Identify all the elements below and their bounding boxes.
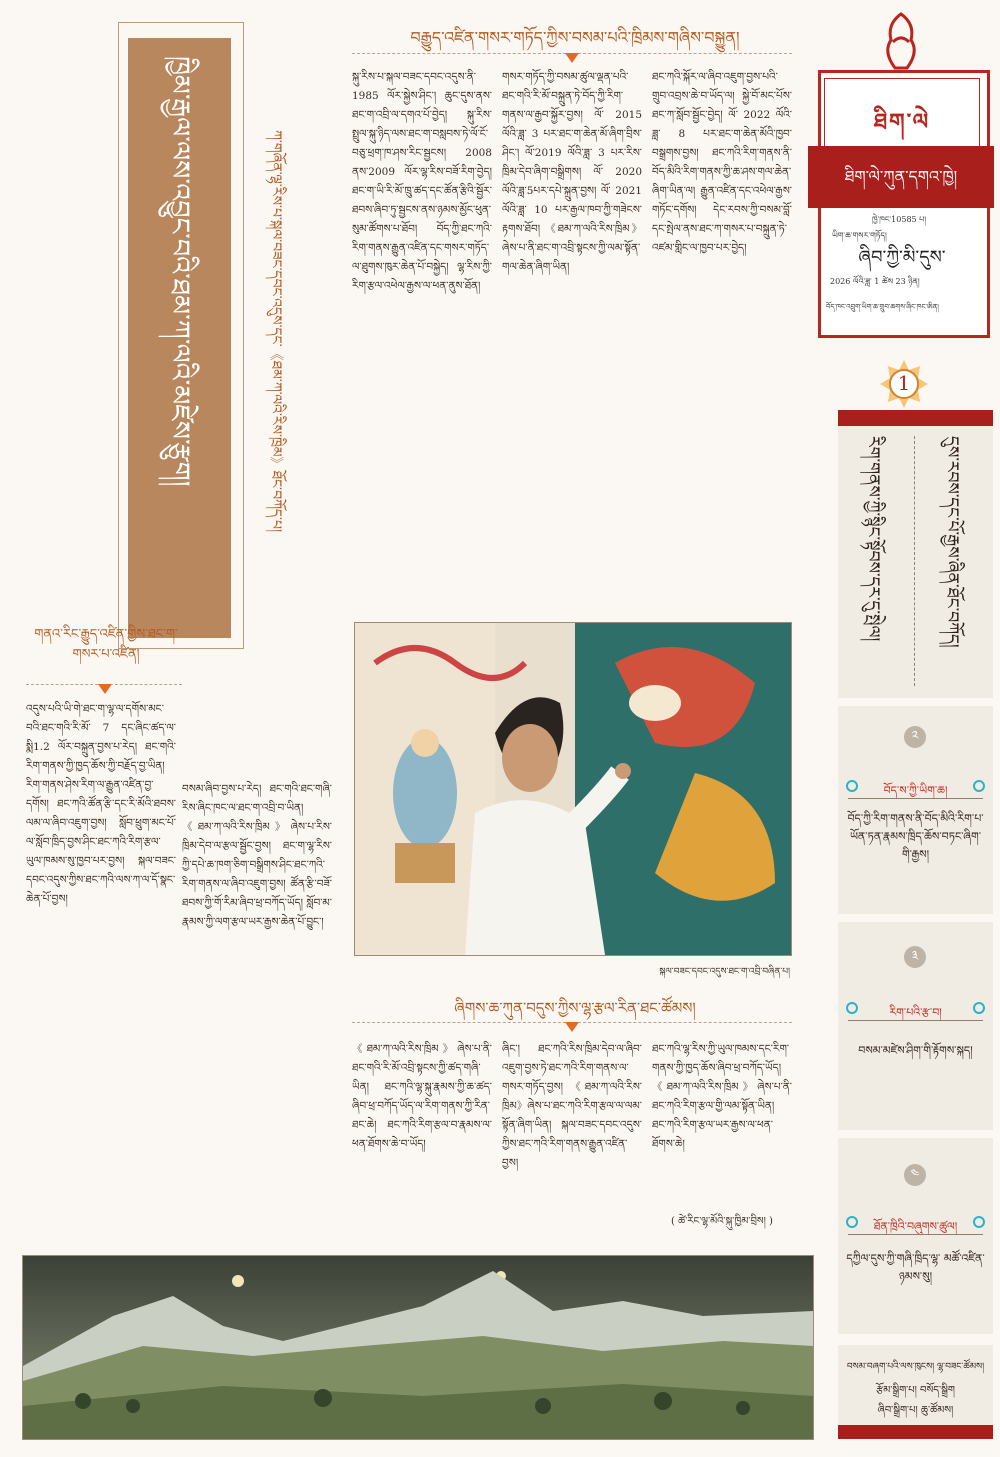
divider	[848, 1020, 983, 1021]
masthead-title: ཐིག་ལེ་ཀུན་དགའ་ཁྱེ།	[844, 167, 958, 186]
column-text: འདུས་པའི་ཡི་གེ་ཐང་ག་ལྷ་ལ་དགོས་མང་བའི་ཐང་གའི་རི་མོ་ 7 དང་ཞིང་ཚད་ལ་སྨི1.2 ལོར་བསྐྲུན་བྱས་པ་རེད། ཐང་གའི་རིག་གནས་ཀྱི་ཁྱད་ཆོས་ཀྱི་བརྗོད་བྱ་ཡིན། རིག་གནས་ཤེས་རིག་ལ་རྒྱུན་འཛིན་བྱ་དགོས། ཐང་ཀའི་ཚོན་རྩི་དང་རི་མོའི་ཐབས་ལམ་ལ་ཞིབ་འཇུག་བྱས། སློབ་ཕྲུག་མང་པོ་ལ་སློབ་ཁྲིད་བྱས་ཤིང་ཐང་ཀའི་རིག་རྩལ་ཡུལ་ཁམས་སུ་ཁྱབ་པར་བྱས། སྐལ་བཟང་དབང་འདུས་ཀྱིས་ཐང་ཀའི་ལས་ཀ་ལ་དོ་སྣང་ཆེན་པོ་བྱས།	[26, 703, 176, 905]
dot-icon	[973, 1216, 985, 1228]
column-text: ཐང་ཀའི་སྐོར་ལ་ཞིབ་འཇུག་བྱས་པའི་གྲུབ་འབྲས་ཆེ་བ་ཡོད་ལ། སྐྱེ་བོ་མང་པོས་ཐང་ཀ་སློབ་སྦྱོང་བྱེད། ལོ་ 2022 ལོའི་ཟླ་ 8 པར་ཐང་ག་ཆེན་མོའི་ཁྱབ་བསྒྲགས་བྱས། ཐང་ཀའི་རིག་གནས་ནི་བོད་མིའི་རིག་གནས་ཀྱི་ཆ་ཤས་གལ་ཆེན་ཞིག་ཡིན་ལ། རྒྱུན་འཛིན་དང་འཕེལ་རྒྱས་གཏོང་དགོས། དེང་རབས་ཀྱི་བསམ་བློ་དང་སྤེལ་ནས་ཐང་ཀ་གསར་པ་བསྐྲུན་ཏེ་འཛམ་གླིང་ལ་ཁྱབ་པར་བྱེད།	[652, 71, 792, 254]
photo-illustration	[355, 623, 791, 955]
masthead-title-band	[808, 146, 994, 208]
column-text: བསམ་ཞིབ་བྱས་པ་རེད། ཐང་གའི་ཐང་གཞི་རིས་ཞིང་ཁང་ལ་ཐང་ག་འབྲི་བ་ཡིན། 《ཐམ་ཀ་ལའི་རིས་ཁྲིམ》ཞེས་པ་རིས་ཁྲིམ་དེབ་ལ་རྩལ་སྦྱོང་བྱས། ཐང་ག་ལྷ་རིས་ཀྱི་དཔེ་ཆ་ཁག་ཅིག་བསྒྲིགས་ཤིང་ཐང་ཀའི་རིག་གནས་ལ་ཞིབ་འཇུག་བྱས། ཚོན་རྩི་བཟོ་ཐབས་ཀྱི་གོ་རིམ་ཞིབ་ཕྲ་བཀོད་ཡོད། སློབ་མ་རྣམས་ཀྱི་ལག་རྩལ་ཡར་རྒྱས་ཆེན་པོ་བྱུང་།	[182, 783, 332, 928]
column-text: ཞིང་། ཐང་ཀའི་རིས་ཁྲིམ་དེབ་ལ་ཞིབ་འཇུག་བྱས་ཏེ་ཐང་ཀའི་རིག་གནས་ལ་གསར་གཏོད་བྱས། 《ཐམ་ཀ་ལའི་རིས་ཁྲིམ》ཞེས་པ་ཐང་ཀའི་རིག་རྩལ་ལ་ལམ་སྟོན་ཞིག་ཡིན། སྐལ་བཟང་དབང་འདུས་ཀྱིས་ཐང་ཀའི་རིག་གནས་རྒྱུན་འཛིན་བྱས།	[502, 1043, 642, 1169]
triangle-marker-icon	[565, 1022, 579, 1032]
publisher: ཞིབ་ཀྱི་མི་དུས་	[858, 247, 946, 268]
section-bottom-heading: ཞིགས་ཆ་ཀུན་བདུས་ཀྱིས་ལྷ་རྩལ་རིན་ཐང་ཚོམས།	[454, 999, 696, 1017]
triangle-marker-icon	[565, 53, 579, 63]
toc-number: ༢	[904, 726, 926, 748]
divider	[848, 1234, 983, 1235]
staff-box	[838, 1345, 993, 1425]
emblem-icon	[881, 12, 921, 72]
feature-title: ཁྱིམ་རྒྱལ་ལས་འབྱུང་བའི་ཐམ་ཀ་ལའི་མཛེས་རྩུག།	[164, 56, 195, 487]
toc-text: བོད་ཀྱི་རིག་གནས་ནི་བོད་མིའི་རིག་པ་ཡོན་ཏན་རྣམས་ཁྲིད་ཆོས་བཏང་ཞིག་གི་རྒྱས།	[847, 812, 984, 861]
issue-number: ཁྱེ་ཁང་10585 པ།	[872, 215, 927, 224]
column-text: ཐང་ཀའི་ལྷ་རིས་ཀྱི་ཡུལ་ཁམས་དང་རིག་གནས་ཀྱི་ཁྱད་ཆོས་ཞིབ་ཕྲ་བཀོད་ཡོད། 《ཐམ་ཀ་ལའི་རིས་ཁྲིམ》ཞེས་པ་ནི་ཐང་ཀའི་རིག་རྩལ་གྱི་ལམ་སྟོན་ཡིན། ཐང་ཀའི་རིག་རྩལ་ཡར་རྒྱས་ལ་ཕན་ཐོགས་ཆེ།	[652, 1043, 792, 1150]
column-text: སྐུ་རིས་པ་སྐལ་བཟང་དབང་འདུས་ནི་1985 ལོར་སྐྱེས་ཤིང་། ཆུང་དུས་ནས་ཐང་ག་འབྲི་ལ་དགའ་པོ་བྱེད། སྐུ་རིས་སྤྲུལ་སྐུ་ཉིད་ལས་ཐང་ག་བསླབས་ཏེ་ལོ་ངོ་བཅུ་ཕྲག་ཁ་ཤས་རིང་སྦྱངས། 2008 ནས་2009 ལོར་ལྷ་རིས་བཟོ་རིག་བྱེད། ཐང་ག་ཡི་རི་མོ་ཁྲུ་ཚད་དང་ཚོན་རྩིའི་སྦྱོར་ཐབས་ཞིབ་ཏུ་སྦྱངས་ནས་ཉམས་མྱོང་ཕུན་སུམ་ཚོགས་པ་ཐོབ། བོད་ཀྱི་ཐང་ཀའི་རིག་གནས་རྒྱུན་འཛིན་དང་གསར་གཏོད་ལ་ཐུགས་ཁུར་ཆེན་པོ་བསྐྱེད། ལྷ་རིས་ཀྱི་རིག་རྩལ་འཕེལ་རྒྱས་ལ་ཕན་ནུས་ཐོན།	[352, 71, 492, 292]
toc-item[interactable]	[838, 922, 993, 1130]
toc-heading: ཐོན་ཁྲིའི་བཞུགས་ཚུལ།	[873, 1220, 958, 1233]
triangle-marker-icon	[98, 684, 112, 694]
masthead	[812, 12, 990, 332]
artist-painting-photo	[354, 622, 792, 956]
staff-line: བསམ་བཞག་པའི་ལས་ཁུངས། ལྷ་བཟང་ཚོམས།	[846, 1362, 985, 1372]
toc-item[interactable]	[838, 706, 993, 914]
sidebar-band	[838, 1425, 993, 1439]
byline: ( ཚེ་རིང་ལྷ་མོའི་སྐུ་ཁྱིམ་བྲིས། )	[671, 1216, 773, 1227]
masthead-small: ཡིག་ཆ་གསར་གཏོད།	[832, 231, 887, 240]
page-number-badge	[878, 358, 930, 410]
dot-icon	[846, 1216, 858, 1228]
photo-caption: སྐལ་བཟང་དབང་འདུས་ཐང་ག་འབྲི་བཞིན་པ།	[659, 967, 790, 977]
feature-vertical-subtitle: ཀ་གཞོན་ལྷ་རིས་པ་སྐལ་བཟང་དབང་འདུས་དང་《ཐམ་ཀ་ལའི་རིས་ཁྲིམ》ཐོང་བཀོད་པ།	[268, 130, 284, 533]
toc-text: དཀྱིལ་དུས་ཀྱི་གཞི་ཁྲིད་ལྷ་ མཚོ་འཛིན་ཉམས་སུ།	[846, 1252, 985, 1283]
section-left-heading: གནའ་རིང་རྒྱུད་འཛིན་གྱིས་ཐང་ག་གསར་པ་འཛིན།	[34, 627, 178, 662]
toc-item[interactable]	[838, 1138, 993, 1334]
dot-icon	[846, 1002, 858, 1014]
toc-number: ༣	[904, 946, 926, 968]
divider	[848, 798, 983, 799]
masthead-stamp-icon: ཐིག་ལེ	[824, 78, 980, 150]
staff-line: ཞིབ་སྒྲིག་པ། ཆུ་ཚོམས།	[877, 1405, 954, 1416]
sidebar-intro	[838, 426, 993, 698]
sidebar-band	[838, 410, 993, 426]
landscape-illustration	[23, 1256, 813, 1439]
toc-heading: རིག་པའི་རྩ་བ།	[889, 1006, 942, 1019]
top-headline: བརྒྱུད་འཛིན་གསར་གཏོད་ཀྱིས་བསམ་པའི་ཁྲིམས་གཞིས་བསྐྱུན།	[410, 28, 740, 47]
toc-number: ༤	[904, 1164, 926, 1186]
toc-text: བསམ་མཛེས་ཤིག་གི་རྟོགས་སྐད།	[858, 1044, 973, 1057]
page-number: 1	[897, 371, 911, 395]
toc-heading: བོད་ས་ཀྱི་ཡིག་ཆ།	[883, 784, 948, 797]
sidebar-vertical-line: དུས་རབས་དང་པོ་རྒྱས་ཞིན་ཐོང་བཀོད།	[942, 436, 962, 648]
feature-title-box	[128, 38, 231, 638]
dot-icon	[973, 1002, 985, 1014]
column-text: 《ཐམ་ཀ་ལའི་རིས་ཁྲིམ》ཞེས་པ་ནི་ཐང་གའི་རི་མོ་འབྲི་སྟངས་ཀྱི་ཚད་གཞི་ཡིན། ཐང་ཀའི་ལྷ་སྐུ་རྣམས་ཀྱི་ཆ་ཚད་ཞིབ་ཕྲ་བཀོད་ཡོད་ལ་རིག་གནས་ཀྱི་རིན་ཐང་ཆེ། ཐང་ཀའི་རིག་རྩལ་བ་རྣམས་ལ་ཕན་ཐོགས་ཆེ་བ་ཡོད།	[352, 1043, 492, 1150]
column-text: གསར་གཏོད་ཀྱི་བསམ་ཚུལ་ལྡན་པའི་ཐང་གའི་རི་མོ་བསྐྲུན་ཏེ་བོད་ཀྱི་རིག་གནས་ལ་རྒྱབ་སྐྱོར་བྱས། ལོ་ 2015 ལོའི་ཟླ་ 3 པར་ཐང་ག་ཆེན་མོ་ཞིག་བྲིས་ཤིང་། ལོ་2019 ལོའི་ཟླ་ 3 པར་རིས་ཁྲིམ་དེབ་ཞིག་བསྒྲིགས། ལོ་ 2020 ལོའི་ཟླ་5པར་དཔེ་སྐྲུན་བྱས། ལོ་ 2021 ལོའི་ཟླ་ 10 པར་རྒྱལ་ཁབ་ཀྱི་གཟེངས་རྟགས་ཐོབ། 《ཐམ་ཀ་ལའི་རིས་ཁྲིམ》ཞེས་པ་ནི་ཐང་ག་འབྲི་སྟངས་ཀྱི་ལམ་སྟོན་གལ་ཆེན་ཞིག་ཡིན།	[502, 71, 642, 273]
dot-icon	[973, 780, 985, 792]
sidebar-vertical-line: རིག་གནས་ཀྱི་སྙིང་སྟོབས་དར་དུ་སྤེལ།	[863, 436, 883, 642]
dot-icon	[846, 780, 858, 792]
divider	[914, 436, 915, 686]
staff-line: རྩོམ་སྒྲིག་པ། བསོད་སྒྲིག	[876, 1385, 955, 1396]
issue-date: 2026 ལོའི་ཟླ་ 1 ཚེས 23 ཉིན།	[830, 277, 920, 286]
landscape-painting	[22, 1255, 814, 1440]
masthead-footer: བོད་ཁང་འབྲུག་ཡིག་ཆ་གྲུབ་ཆགས་ཞིང་ཁང་ཨིན།	[826, 303, 939, 311]
